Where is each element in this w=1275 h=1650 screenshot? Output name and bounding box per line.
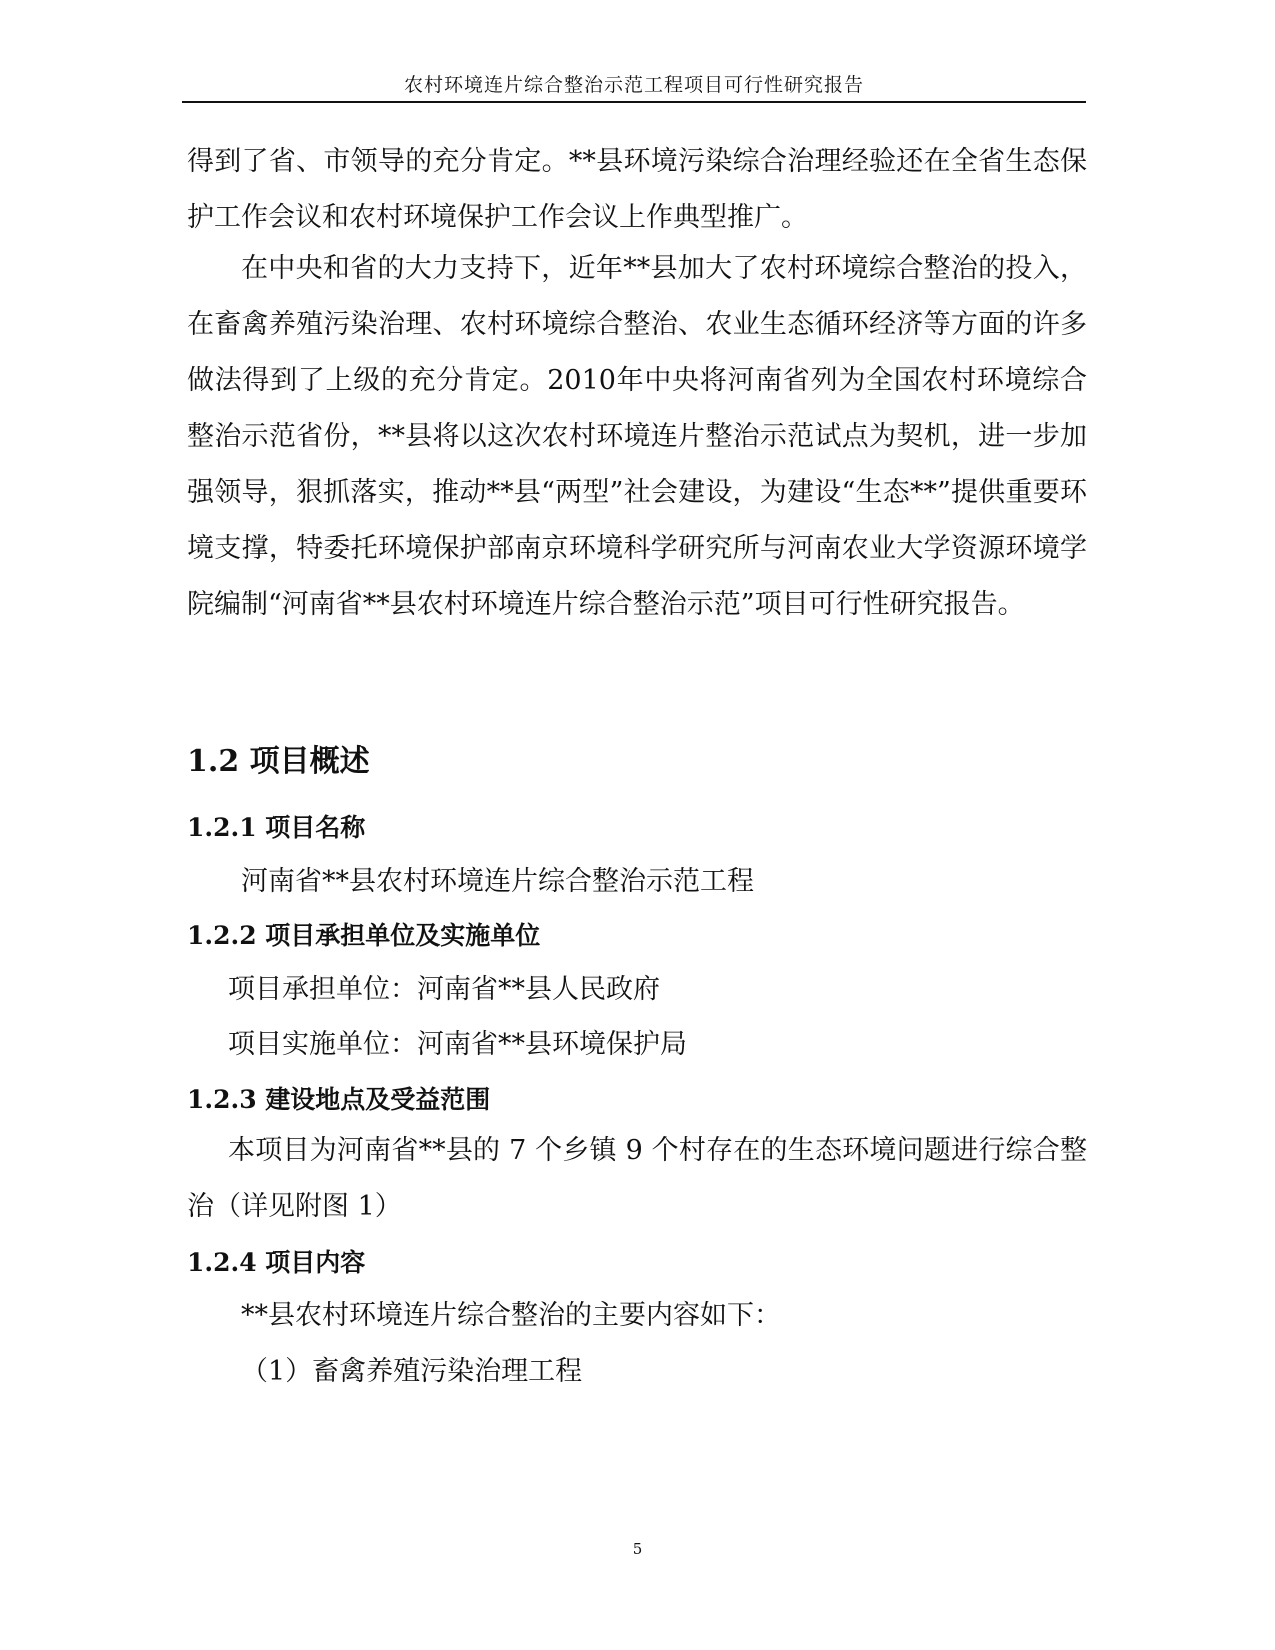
content-item-1: （1）畜禽养殖污染治理工程 bbox=[241, 1356, 583, 1387]
header-rule bbox=[182, 101, 1086, 103]
project-name-text: 河南省**县农村环境连片综合整治示范工程 bbox=[241, 866, 754, 897]
subsection-heading-1-2-2: 1.2.2 项目承担单位及实施单位 bbox=[187, 921, 541, 950]
subsection-heading-1-2-3: 1.2.3 建设地点及受益范围 bbox=[187, 1085, 491, 1114]
subsection-heading-1-2-4: 1.2.4 项目内容 bbox=[187, 1248, 366, 1277]
paragraph-background: 在中央和省的大力支持下，近年**县加大了农村环境综合整治的投入，在畜禽养殖污染治理、农村环境综合整治、农业生态循环经济等方面的许多做法得到了上级的充分肯定。2010年中央将河南省列为全国农村环境综合整治示范省份，**县将以这次农村环境连片整治示范试点为契机，进一步加强领导，狠抓落实，推动**县“两型”社会建设，为建设“生态**”提供重要环境支撑，特委托环境保护部南京环境科学研究所与河南农业大学资源环境学院编制“河南省**县农村环境连片综合整治示范”项目可行性研究报告。 bbox=[187, 253, 1087, 620]
subsection-heading-1-2-1: 1.2.1 项目名称 bbox=[187, 813, 366, 842]
undertaking-unit-text: 项目承担单位：河南省**县人民政府 bbox=[228, 974, 660, 1005]
implementing-unit-text: 项目实施单位：河南省**县环境保护局 bbox=[228, 1029, 687, 1060]
section-heading-1-2: 1.2 项目概述 bbox=[187, 744, 370, 779]
paragraph-continuation: 得到了省、市领导的充分肯定。**县环境污染综合治理经验还在全省生态保护工作会议和农村环境保护工作会议上作典型推广。 bbox=[187, 146, 1087, 233]
page-number: 5 bbox=[632, 1540, 643, 1558]
content-intro-text: **县农村环境连片综合整治的主要内容如下： bbox=[241, 1300, 781, 1331]
location-paragraph: 本项目为河南省**县的 7 个乡镇 9 个村存在的生态环境问题进行综合整治（详见附图 1） bbox=[187, 1135, 1087, 1222]
running-header: 农村环境连片综合整治示范工程项目可行性研究报告 bbox=[403, 74, 864, 96]
